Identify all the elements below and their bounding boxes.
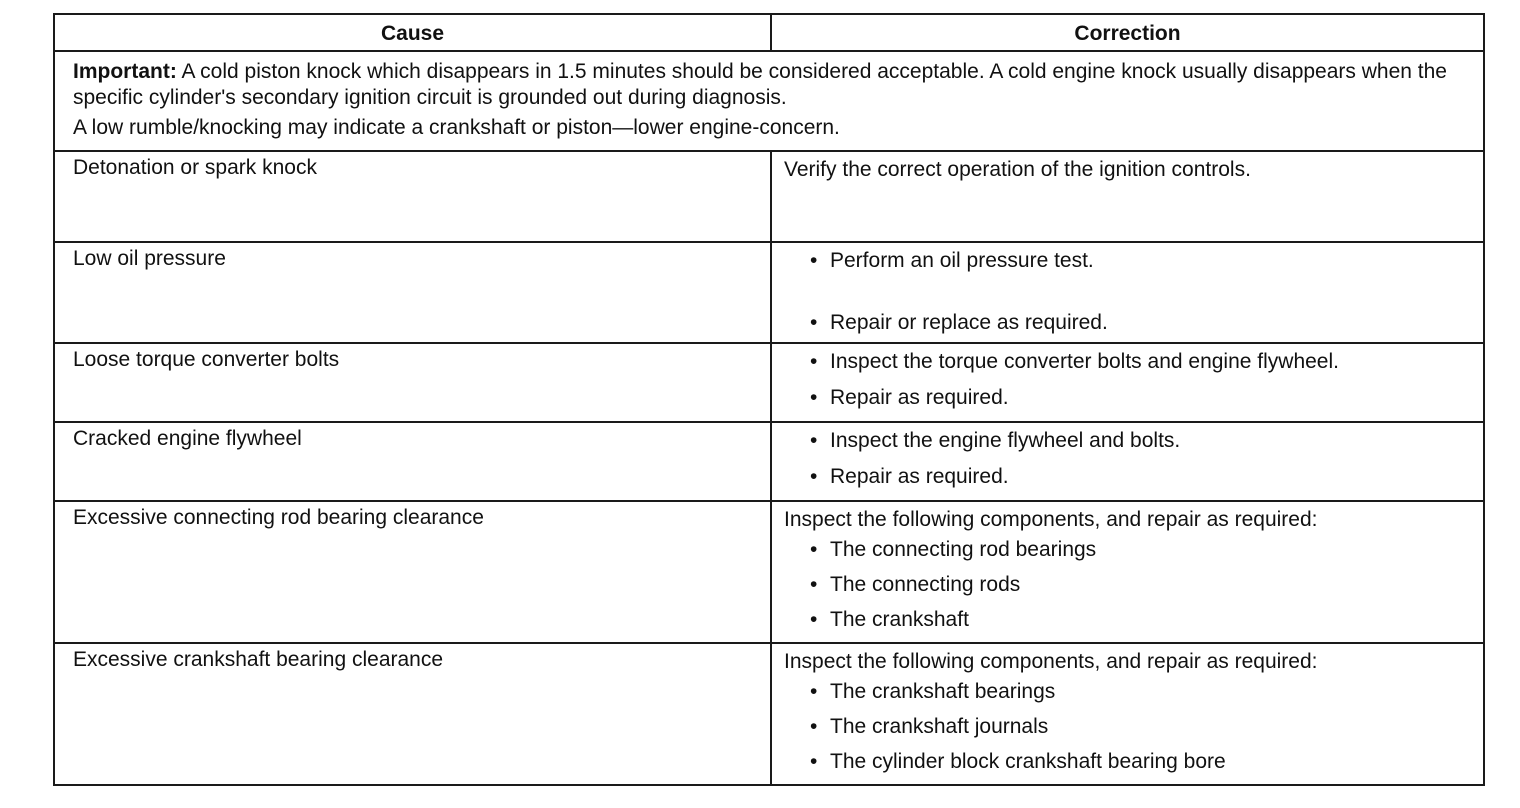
table-row — [54, 151, 1484, 242]
bullet-item: • The connecting rods — [804, 572, 1471, 598]
bullet-item: • The crankshaft bearings — [804, 679, 1471, 705]
correction-bullet-list — [784, 248, 1471, 336]
bullet-item: • Repair or replace as required. — [804, 310, 1471, 336]
bullet-item: • The cylinder block crankshaft bearing bore — [804, 749, 1471, 775]
correction-cell — [771, 501, 1484, 643]
correction-column-header: Correction — [771, 14, 1484, 51]
important-note-text: A cold piston knock which disappears in 1.5 minutes should be considered acceptable. A cold engine knock usually disappears when the specific cylinder's secondary ignition circuit is grounded out during diagnosis. — [73, 60, 1447, 109]
table-row — [54, 643, 1484, 785]
important-note-paragraph — [73, 59, 1465, 111]
bullet-item: • Perform an oil pressure test. — [804, 248, 1471, 274]
diagnosis-table — [53, 13, 1485, 786]
correction-bullet-list — [784, 679, 1471, 775]
bullet-item: • The connecting rod bearings — [804, 537, 1471, 563]
cause-cell: Cracked engine flywheel — [54, 422, 771, 501]
correction-intro: Inspect the following components, and repair as required: — [784, 650, 1318, 673]
correction-bullet-list — [784, 537, 1471, 633]
bullet-item: • Repair as required. — [804, 385, 1471, 411]
correction-cell — [771, 422, 1484, 501]
correction-cell — [771, 643, 1484, 785]
cause-cell: Loose torque converter bolts — [54, 343, 771, 422]
bullet-item: • Inspect the torque converter bolts and engine flywheel. — [804, 349, 1471, 375]
correction-cell — [771, 242, 1484, 343]
important-note-cell — [54, 51, 1484, 151]
correction-cell — [771, 151, 1484, 242]
bullet-item: • Inspect the engine flywheel and bolts. — [804, 428, 1471, 454]
cause-cell: Detonation or spark knock — [54, 151, 771, 242]
cause-cell: Excessive crankshaft bearing clearance — [54, 643, 771, 785]
rumble-note-text: A low rumble/knocking may indicate a crankshaft or piston—lower engine-concern. — [73, 116, 840, 139]
correction-bullet-list — [784, 349, 1471, 411]
correction-intro: Inspect the following components, and repair as required: — [784, 508, 1318, 531]
correction-text: Verify the correct operation of the ignition controls. — [784, 158, 1251, 181]
important-note-row — [54, 51, 1484, 151]
table-row — [54, 422, 1484, 501]
correction-bullet-list — [784, 428, 1471, 490]
cause-cell: Excessive connecting rod bearing clearance — [54, 501, 771, 643]
table-row — [54, 501, 1484, 643]
important-note-label: Important: — [73, 60, 177, 83]
table-row — [54, 343, 1484, 422]
bullet-item: • The crankshaft journals — [804, 714, 1471, 740]
correction-cell — [771, 343, 1484, 422]
table-row — [54, 242, 1484, 343]
header-row — [54, 14, 1484, 51]
bullet-item: • The crankshaft — [804, 607, 1471, 633]
bullet-item: • Repair as required. — [804, 464, 1471, 490]
cause-cell: Low oil pressure — [54, 242, 771, 343]
cause-column-header: Cause — [54, 14, 771, 51]
